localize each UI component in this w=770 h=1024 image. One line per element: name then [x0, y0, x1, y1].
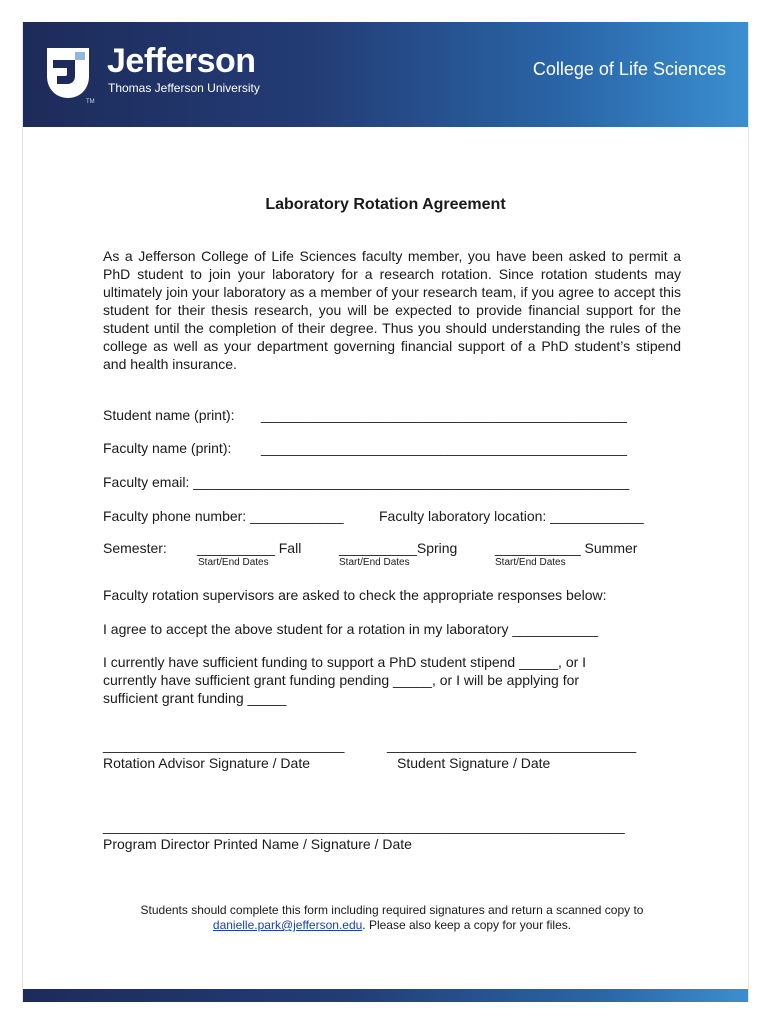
footer-bar [23, 989, 748, 1002]
header-banner [23, 22, 748, 127]
director-signature-label: Program Director Printed Name / Signature / Date [103, 836, 412, 852]
funding-line-2[interactable]: currently have sufficient grant funding pending _____, or I will be applying for [103, 672, 580, 688]
brand-subtitle: Thomas Jefferson University [108, 81, 260, 95]
document-title: Laboratory Rotation Agreement [265, 196, 506, 213]
intro-paragraph: As a Jefferson College of Life Sciences faculty member, you have been asked to permit a PhD student to join your laboratory for a research rotation. Since rotation students may ultimately join your laboratory as a member of your research team, if you agree to accept this student for their thesis research, you will be expected to provide financial support for the student until the completion of their degree. Thus you should understanding the rules of the college as well as your department governing financial support of a PhD student’s stipend and health insurance. [103, 248, 681, 372]
director-signature-line[interactable]: ___________________________________________________________________ [103, 818, 625, 834]
fall-dates-hint: Start/End Dates [198, 557, 269, 568]
questions-intro: Faculty rotation supervisors are asked to check the appropriate responses below: [103, 587, 607, 603]
funding-line-1[interactable]: I currently have sufficient funding to support a PhD student stipend _____, or I [103, 654, 587, 670]
student-name-label: Student name (print): [103, 407, 235, 423]
student-signature-line[interactable]: ________________________________ [387, 737, 637, 753]
faculty-email-field[interactable]: Faculty email: ________________________________________________________ [103, 474, 630, 490]
footer-text: Students should complete this form including required signatures and return a scanned copy to [140, 903, 644, 917]
spring-dates-hint: Start/End Dates [339, 557, 410, 568]
summer-dates-hint: Start/End Dates [495, 557, 566, 568]
advisor-signature-label: Rotation Advisor Signature / Date [103, 755, 311, 771]
brand-name: Jefferson [107, 42, 256, 80]
advisor-signature-line[interactable]: _______________________________ [103, 737, 345, 753]
semester-label: Semester: [103, 540, 167, 556]
jefferson-shield-logo-icon [45, 46, 91, 100]
faculty-name-label: Faculty name (print): [103, 440, 232, 456]
contact-email-link[interactable]: danielle.park@jefferson.edu [212, 918, 363, 932]
semester-spring-field[interactable]: __________Spring [339, 540, 458, 556]
footer-note [103, 903, 681, 933]
funding-line-3[interactable]: sufficient grant funding _____ [103, 690, 287, 706]
college-name: College of Life Sciences [532, 59, 726, 79]
trademark-mark: TM [86, 99, 95, 105]
faculty-location-field[interactable]: Faculty laboratory location: ____________ [379, 508, 644, 524]
faculty-name-field[interactable]: _______________________________________________ [261, 440, 627, 456]
footer-text-after: . Please also keep a copy for your files. [362, 918, 572, 932]
agree-statement[interactable]: I agree to accept the above student for a rotation in my laboratory ___________ [103, 621, 598, 637]
student-signature-label: Student Signature / Date [397, 755, 551, 771]
semester-summer-field[interactable]: ___________ Summer [495, 540, 638, 556]
student-name-field[interactable]: _______________________________________________ [261, 407, 627, 423]
semester-fall-field[interactable]: __________ Fall [197, 540, 302, 556]
faculty-phone-field[interactable]: Faculty phone number: ____________ [103, 508, 344, 524]
document-page [22, 22, 749, 1002]
